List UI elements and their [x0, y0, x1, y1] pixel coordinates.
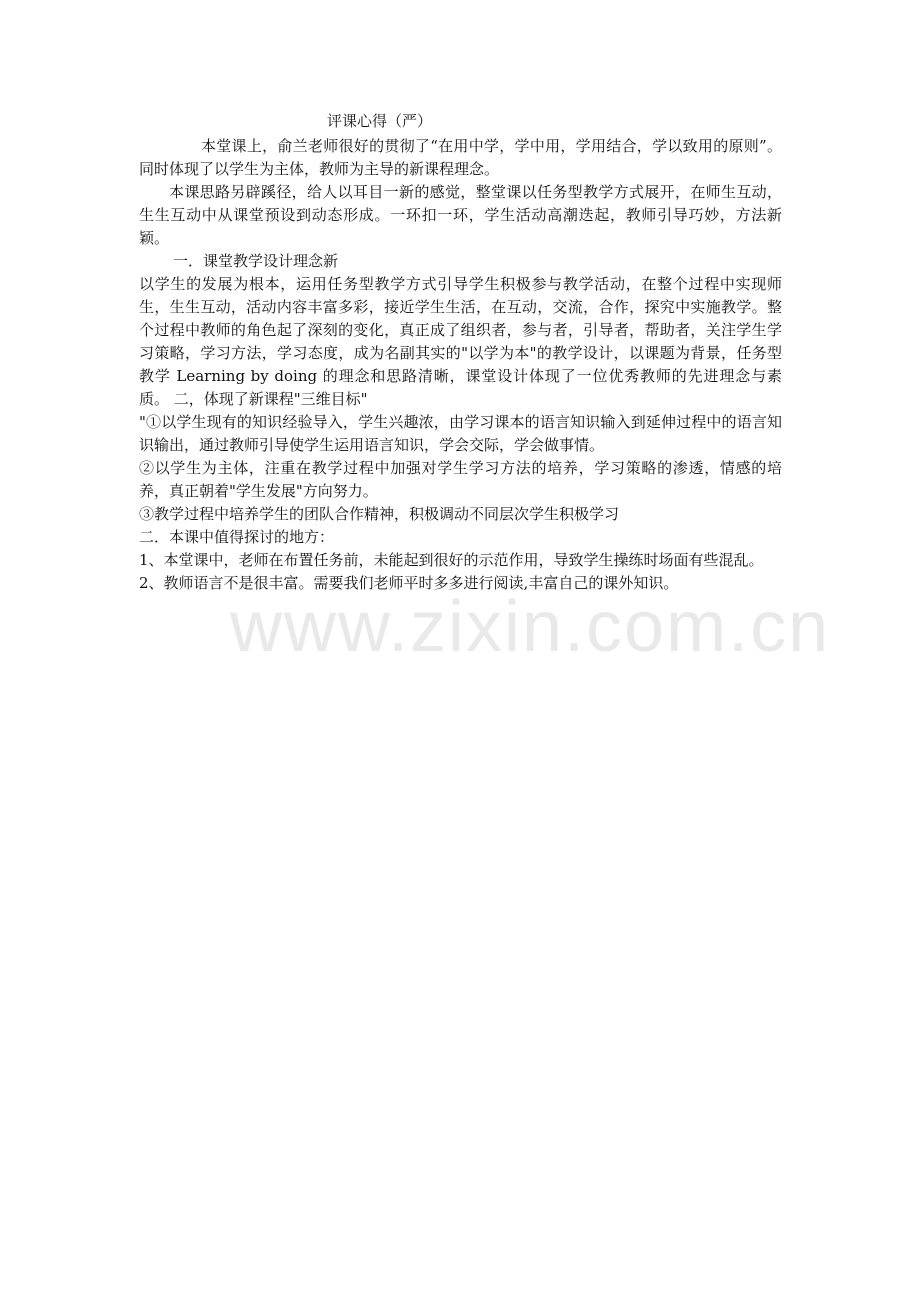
section-heading-1: 一．课堂教学设计理念新: [173, 252, 339, 270]
document-body: [139, 110, 782, 595]
paragraph-goal-1: "①以学生现有的知识经验导入，学生兴趣浓，由学习课本的语言知识输入到延伸过程中的语言知识输出，通过教师引导使学生运用语言知识，学会交际，学会做事情。: [139, 413, 782, 454]
paragraph-design-concept: 以学生的发展为根本，运用任务型教学方式引导学生积极参与教学活动，在整个过程中实现师生，生生互动，活动内容丰富多彩，接近学生生活，在互动，交流，合作，探究中实施教学。整个过程中教师的角色起了深刻的变化，真正成了组织者，参与者，引导者，帮助者，关注学生学习策略，学习方法，学习态度，成为名副其实的"以学为本"的教学设计，以课题为背景，任务型教学 Learning by doing 的理念和思路清晰，课堂设计体现了一位优秀教师的先进理念与素质。 二，体现了新课程"三维目标": [139, 275, 782, 408]
section-heading-2: 二．本课中值得探讨的地方：: [139, 528, 335, 546]
paragraph-goal-2: ②以学生为主体，注重在教学过程中加强对学生学习方法的培养，学习策略的渗透，情感的培养，真正朝着"学生发展"方向努力。: [139, 459, 782, 500]
paragraph-issue-2: 2、教师语言不是很丰富。需要我们老师平时多多进行阅读,丰富自己的课外知识。: [139, 574, 679, 592]
paragraph-goal-3: ③教学过程中培养学生的团队合作精神，积极调动不同层次学生积极学习: [139, 505, 620, 523]
document-title: 评课心得（严）: [327, 112, 433, 130]
watermark: www.zixin.com.cn: [230, 587, 831, 667]
paragraph-approach: 本课思路另辟蹊径，给人以耳目一新的感觉，整堂课以任务型教学方式展开，在师生互动，生生互动中从课堂预设到动态形成。一环扣一环，学生活动高潮迭起，教师引导巧妙，方法新颖。: [139, 183, 782, 247]
paragraph-intro: 本堂课上，俞兰老师很好的贯彻了“在用中学，学中用，学用结合，学以致用的原则”。同时体现了以学生为主体，教师为主导的新课程理念。: [139, 137, 782, 178]
paragraph-issue-1: 1、本堂课中，老师在布置任务前，未能起到很好的示范作用，导致学生操练时场面有些混乱。: [139, 551, 764, 569]
